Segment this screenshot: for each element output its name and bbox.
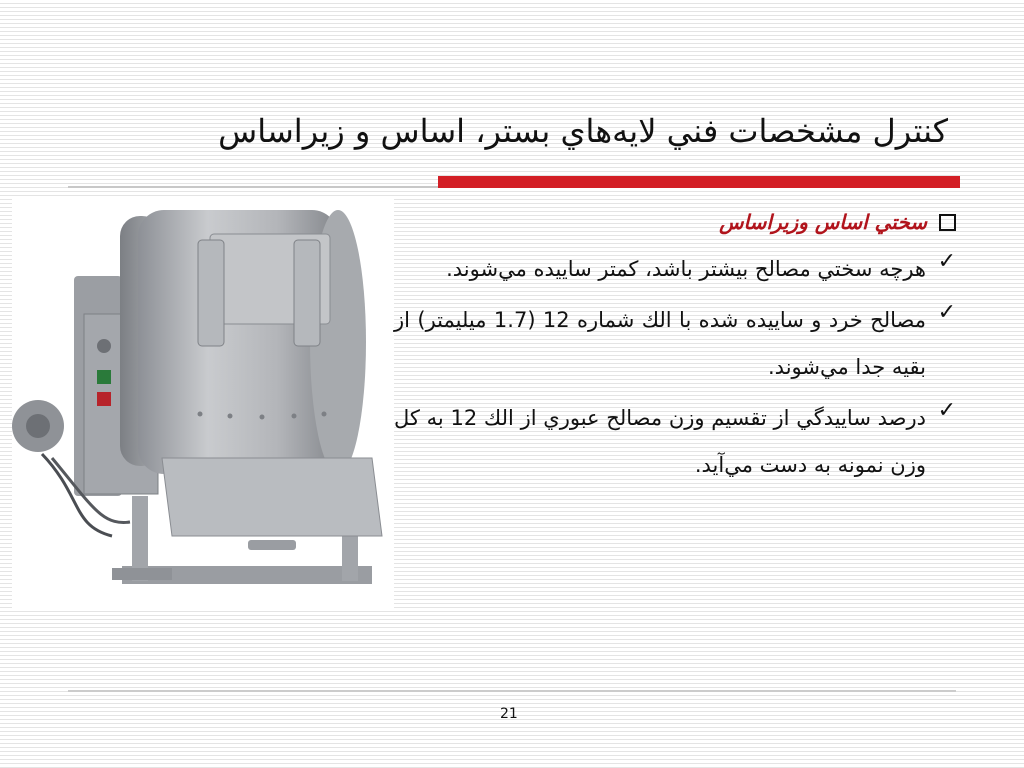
abrasion-machine-image <box>12 196 394 610</box>
list-item <box>394 297 956 391</box>
square-bullet-icon <box>939 214 956 231</box>
footer-rule <box>68 690 956 692</box>
slide-title: کنترل مشخصات فني لايه‌هاي بستر، اساس و زيراساس <box>218 112 948 150</box>
checkmark-icon: ✓ <box>937 300 956 325</box>
list-item-text: درصد ساييدگي از تقسيم وزن مصالح عبوري از الك 12 به كل وزن نمونه به دست مي‌آيد. <box>394 406 926 477</box>
checkmark-icon: ✓ <box>937 249 956 274</box>
list-item <box>394 395 956 489</box>
list-item-text: هرچه سختي مصالح بيشتر باشد، کمتر ساييده مي‌شوند. <box>446 257 926 281</box>
page-number: 21 <box>500 706 518 722</box>
subheading <box>394 202 956 242</box>
checkmark-icon: ✓ <box>937 398 956 423</box>
list-item <box>394 246 956 293</box>
slide-body <box>394 202 956 489</box>
subheading-text: سختي اساس وزيراساس <box>719 209 927 234</box>
list-item-text: مصالح خرد و ساييده شده با الك شماره 12 (1.7 ميليمتر) از بقيه جدا مي‌شوند. <box>394 308 926 379</box>
title-underline-red <box>438 176 960 188</box>
title-underline-gray <box>68 186 438 188</box>
